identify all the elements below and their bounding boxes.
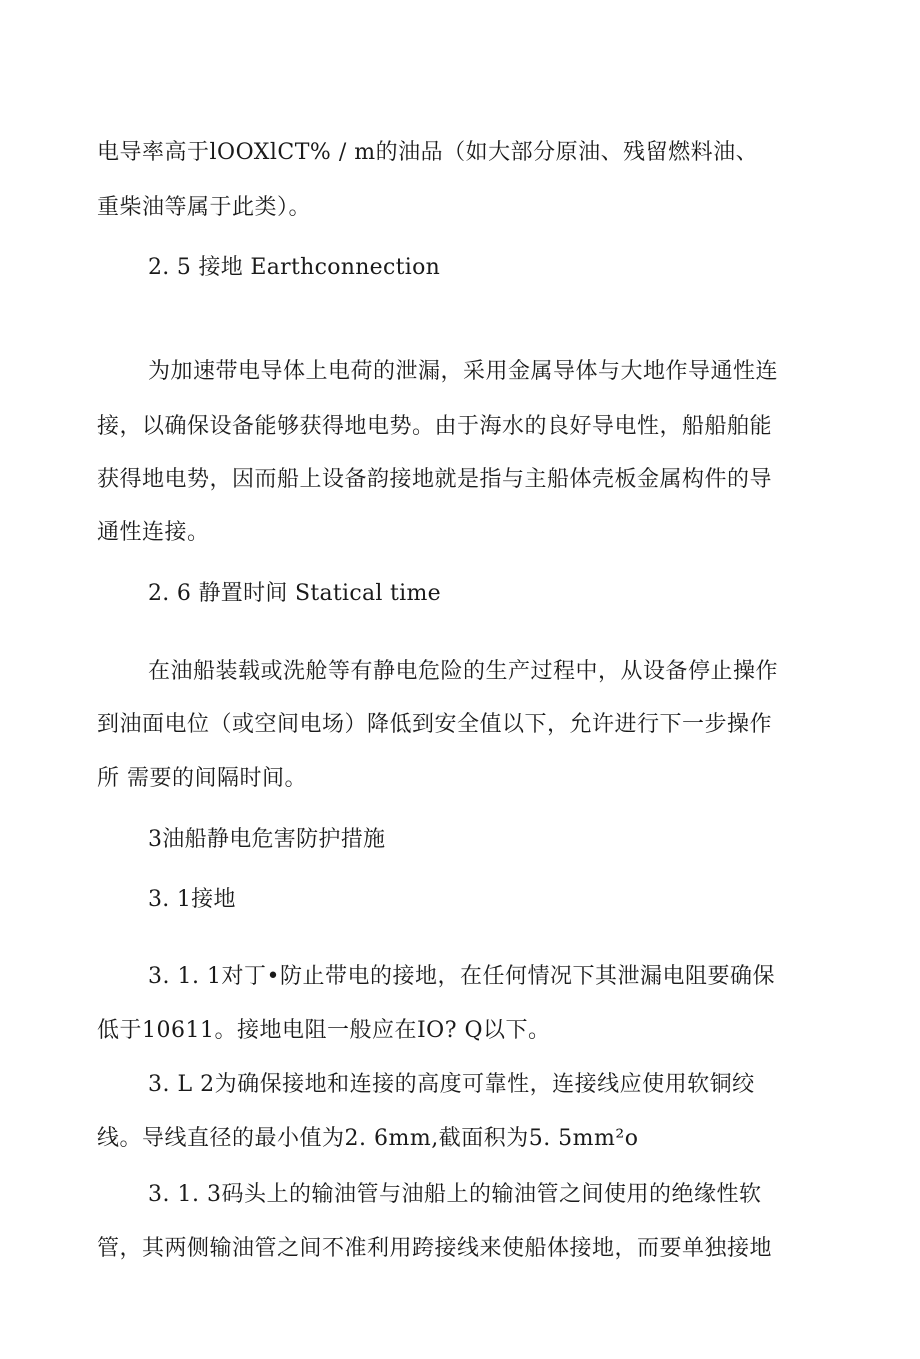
paragraph-line-2: 重柴油等属于此类）。 <box>97 195 312 220</box>
paragraph-line-3: 为加速带电导体上电荷的泄漏，采用金属导体与大地作导通性连 <box>148 359 779 384</box>
paragraph-line-12: 3. L 2为确保接地和连接的高度可靠性，连接线应使用软铜绞 <box>148 1072 755 1097</box>
section-heading-2-5: 2. 5 接地 Earthconnection <box>148 255 441 280</box>
paragraph-line-10: 3. 1. 1对丁•防止带电的接地，在任何情况下其泄漏电阻要确保 <box>148 964 775 989</box>
paragraph-line-7: 在油船装载或洗舱等有静电危险的生产过程中，从设备停止操作 <box>148 659 779 684</box>
paragraph-line-15: 管，其两侧输油管之间不准利用跨接线来使船体接地，而要单独接地 <box>97 1236 773 1261</box>
paragraph-line-8: 到油面电位（或空间电场）降低到安全值以下，允许进行下一步操作 <box>97 712 773 737</box>
paragraph-line-6: 通性连接。 <box>97 520 210 545</box>
paragraph-line-4: 接，以确保设备能够获得地电势。由于海水的良好导电性，船船舶能 <box>97 414 773 439</box>
paragraph-line-13: 线。导线直径的最小值为2. 6mm,截面积为5. 5mm²o <box>97 1126 639 1151</box>
section-heading-3-1: 3. 1接地 <box>148 887 236 912</box>
section-heading-2-6: 2. 6 静置时间 Statical time <box>148 581 441 606</box>
section-heading-3: 3油船静电危害防护措施 <box>148 827 386 852</box>
paragraph-line-5: 获得地电势，因而船上设备韵接地就是指与主船体壳板金属构件的导 <box>97 467 773 492</box>
paragraph-line-9: 所 需要的间隔时间。 <box>97 766 307 791</box>
paragraph-line-14: 3. 1. 3码头上的输油管与油船上的输油管之间使用的绝缘性软 <box>148 1182 762 1207</box>
paragraph-line-1: 电导率高于lOOXlCT% / m的油品（如大部分原油、残留燃料油、 <box>97 140 759 165</box>
paragraph-line-11: 低于10611。接地电阻一般应在IO? Q以下。 <box>97 1018 551 1043</box>
